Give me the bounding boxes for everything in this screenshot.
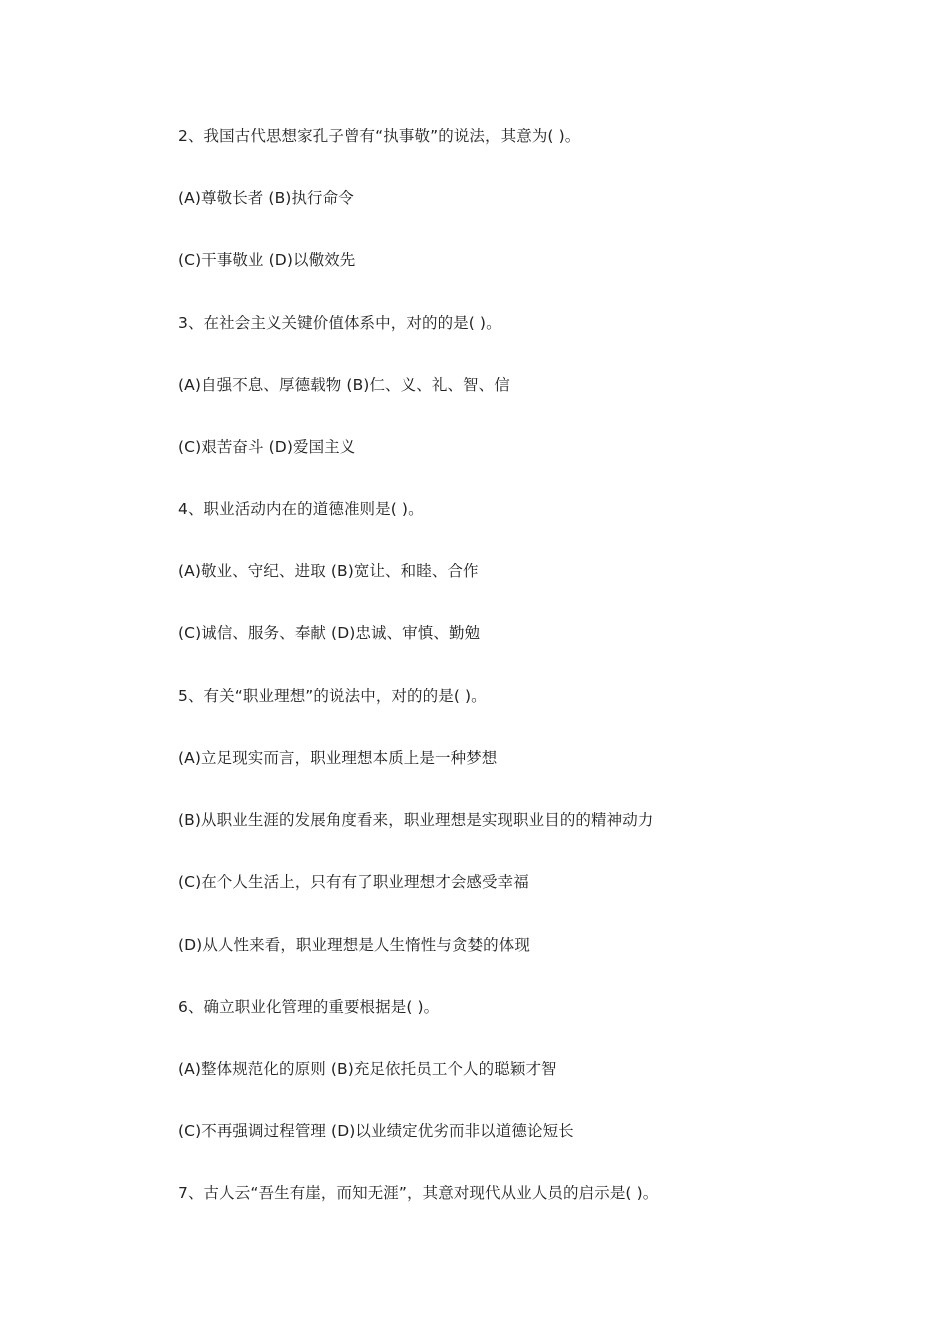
question-2-stem: 2、我国古代思想家孔子曾有“执事敬”的说法，其意为( )。 (178, 127, 581, 145)
question-2-options-cd: (C)干事敬业 (D)以儆效先 (178, 251, 356, 269)
question-6-stem: 6、确立职业化管理的重要根据是( )。 (178, 998, 440, 1016)
question-6-options-ab: (A)整体规范化的原则 (B)充足依托员工个人的聪颖才智 (178, 1060, 557, 1078)
question-7-stem: 7、古人云“吾生有崖，而知无涯”，其意对现代从业人员的启示是( )。 (178, 1184, 659, 1202)
question-5-option-d: (D)从人性来看，职业理想是人生惰性与贪婪的体现 (178, 936, 530, 954)
question-3-options-cd: (C)艰苦奋斗 (D)爱国主义 (178, 438, 356, 456)
question-5-option-c: (C)在个人生活上，只有有了职业理想才会感受幸福 (178, 873, 529, 891)
question-4-stem: 4、职业活动内在的道德准则是( )。 (178, 500, 424, 518)
question-6-options-cd: (C)不再强调过程管理 (D)以业绩定优劣而非以道德论短长 (178, 1122, 574, 1140)
question-2-options-ab: (A)尊敬长者 (B)执行命令 (178, 189, 354, 207)
question-3-options-ab: (A)自强不息、厚德载物 (B)仁、义、礼、智、信 (178, 376, 510, 394)
question-5-stem: 5、有关“职业理想”的说法中，对的的是( )。 (178, 687, 487, 705)
question-4-options-ab: (A)敬业、守纪、进取 (B)宽让、和睦、合作 (178, 562, 479, 580)
question-5-option-b: (B)从职业生涯的发展角度看来，职业理想是实现职业目的的精神动力 (178, 811, 654, 829)
question-3-stem: 3、在社会主义关键价值体系中，对的的是( )。 (178, 314, 502, 332)
question-4-options-cd: (C)诚信、服务、奉献 (D)忠诚、审慎、勤勉 (178, 624, 481, 642)
question-5-option-a: (A)立足现实而言，职业理想本质上是一种梦想 (178, 749, 498, 767)
